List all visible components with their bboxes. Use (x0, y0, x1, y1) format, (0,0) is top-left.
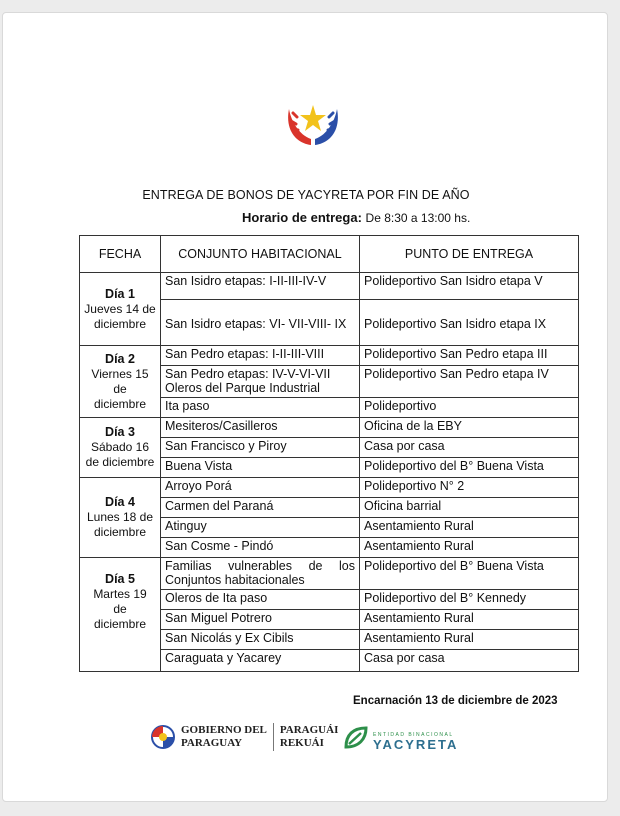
day-month: diciembre (93, 525, 147, 539)
conjunto-cell: San Nicolás y Ex Cibils (161, 630, 360, 650)
document-title: ENTREGA DE BONOS DE YACYRETA POR FIN DE AÑO (142, 188, 470, 202)
conjunto-cell: Caraguata y Yacarey (161, 650, 360, 672)
punto-cell: Asentamiento Rural (360, 518, 579, 538)
day-cell (80, 558, 161, 672)
punto-cell: Oficina barrial (360, 498, 579, 518)
header-fecha: FECHA (80, 236, 161, 273)
day-cell (80, 418, 161, 478)
gobierno-logo (151, 723, 338, 751)
document-page (2, 12, 608, 802)
schedule-label: Horario de entrega: (242, 210, 362, 225)
day-label: Día 3 (105, 425, 135, 439)
conjunto-line: Oleros del Parque Industrial (165, 381, 320, 395)
day-cell (80, 478, 161, 558)
yacyreta-small: ENTIDAD BINACIONAL (373, 732, 454, 738)
table-row (80, 478, 579, 498)
conjunto-cell: Carmen del Paraná (161, 498, 360, 518)
day-month: de diciembre (85, 455, 155, 469)
conjunto-cell: San Cosme - Pindó (161, 538, 360, 558)
yacyreta-text (373, 727, 459, 752)
yacyreta-logo (343, 725, 458, 751)
punto-cell: Asentamiento Rural (360, 538, 579, 558)
conjunto-cell: San Miguel Potrero (161, 610, 360, 630)
day-date: Jueves 14 de (84, 301, 156, 316)
yacyreta-big: YACYRETA (373, 737, 459, 752)
schedule-value: De 8:30 a 13:00 hs. (365, 211, 471, 225)
yacyreta-leaf-icon (343, 725, 369, 751)
header-conjunto: CONJUNTO HABITACIONAL (161, 236, 360, 273)
conjunto-cell: Buena Vista (161, 458, 360, 478)
day-month: diciembre (93, 316, 147, 331)
conjunto-cell: Atinguy (161, 518, 360, 538)
gobierno-text (181, 724, 267, 750)
conjunto-cell: Oleros de Ita paso (161, 590, 360, 610)
gobierno-line2: PARAGUAY (181, 737, 243, 749)
conjunto-cell: Mesiteros/Casilleros (161, 418, 360, 438)
table-row (80, 558, 579, 590)
schedule-line (242, 210, 470, 225)
punto-cell: Asentamiento Rural (360, 630, 579, 650)
conjunto-cell: San Pedro etapas: I-II-III-VIII (161, 346, 360, 366)
footer-logos (143, 723, 483, 759)
day-label: Día 5 (105, 572, 135, 586)
day-cell (80, 346, 161, 418)
punto-cell: Casa por casa (360, 650, 579, 672)
punto-cell: Polideportivo San Pedro etapa IV (360, 366, 579, 398)
table-row (80, 418, 579, 438)
day-label: Día 2 (105, 351, 135, 366)
day-label: Día 1 (105, 286, 135, 301)
day-date: Martes 19 (93, 587, 147, 601)
conjunto-cell: San Francisco y Piroy (161, 438, 360, 458)
punto-cell: Polideportivo del B° Buena Vista (360, 458, 579, 478)
conjunto-cell: Familias vulnerables de los Conjuntos habitacionales (161, 558, 360, 590)
day-date: Viernes 15 de (91, 366, 149, 396)
table-row (80, 346, 579, 366)
day-date: Sábado 16 (90, 440, 150, 454)
day-month: diciembre (93, 396, 147, 411)
conjunto-cell: Ita paso (161, 398, 360, 418)
table-header-row (80, 236, 579, 273)
punto-cell: Polideportivo (360, 398, 579, 418)
day-month: diciembre (93, 617, 147, 631)
punto-cell: Polideportivo San Pedro etapa III (360, 346, 579, 366)
paraguay-emblem-icon (281, 99, 345, 149)
day-cell (80, 273, 161, 346)
punto-cell: Polideportivo N° 2 (360, 478, 579, 498)
conjunto-cell: San Isidro etapas: VI- VII-VIII- IX (161, 300, 360, 346)
day-label: Día 4 (105, 495, 135, 509)
header-punto: PUNTO DE ENTREGA (360, 236, 579, 273)
gobierno-line1: GOBIERNO DEL (181, 724, 267, 736)
rekuai-line2: REKUÁI (279, 737, 324, 749)
punto-cell: Polideportivo San Isidro etapa IX (360, 300, 579, 346)
place-date: Encarnación 13 de diciembre de 2023 (353, 695, 558, 707)
punto-cell: Oficina de la EBY (360, 418, 579, 438)
rekuai-line1: PARAGUÁI (279, 724, 339, 736)
delivery-table (79, 235, 579, 672)
punto-cell: Polideportivo del B° Buena Vista (360, 558, 579, 590)
day-date: Lunes 18 de (86, 510, 154, 524)
paraguay-seal-icon (151, 725, 175, 749)
day-of: de (113, 602, 127, 616)
conjunto-cell: San Isidro etapas: I-II-III-IV-V (161, 273, 360, 300)
conjunto-cell: Arroyo Porá (161, 478, 360, 498)
logo-divider (273, 723, 274, 751)
conjunto-cell (161, 366, 360, 398)
conjunto-line: San Pedro etapas: IV-V-VI-VII (165, 367, 331, 381)
table-row (80, 273, 579, 300)
punto-cell: Asentamiento Rural (360, 610, 579, 630)
rekuai-text (280, 724, 338, 750)
punto-cell: Polideportivo del B° Kennedy (360, 590, 579, 610)
punto-cell: Casa por casa (360, 438, 579, 458)
punto-cell: Polideportivo San Isidro etapa V (360, 273, 579, 300)
